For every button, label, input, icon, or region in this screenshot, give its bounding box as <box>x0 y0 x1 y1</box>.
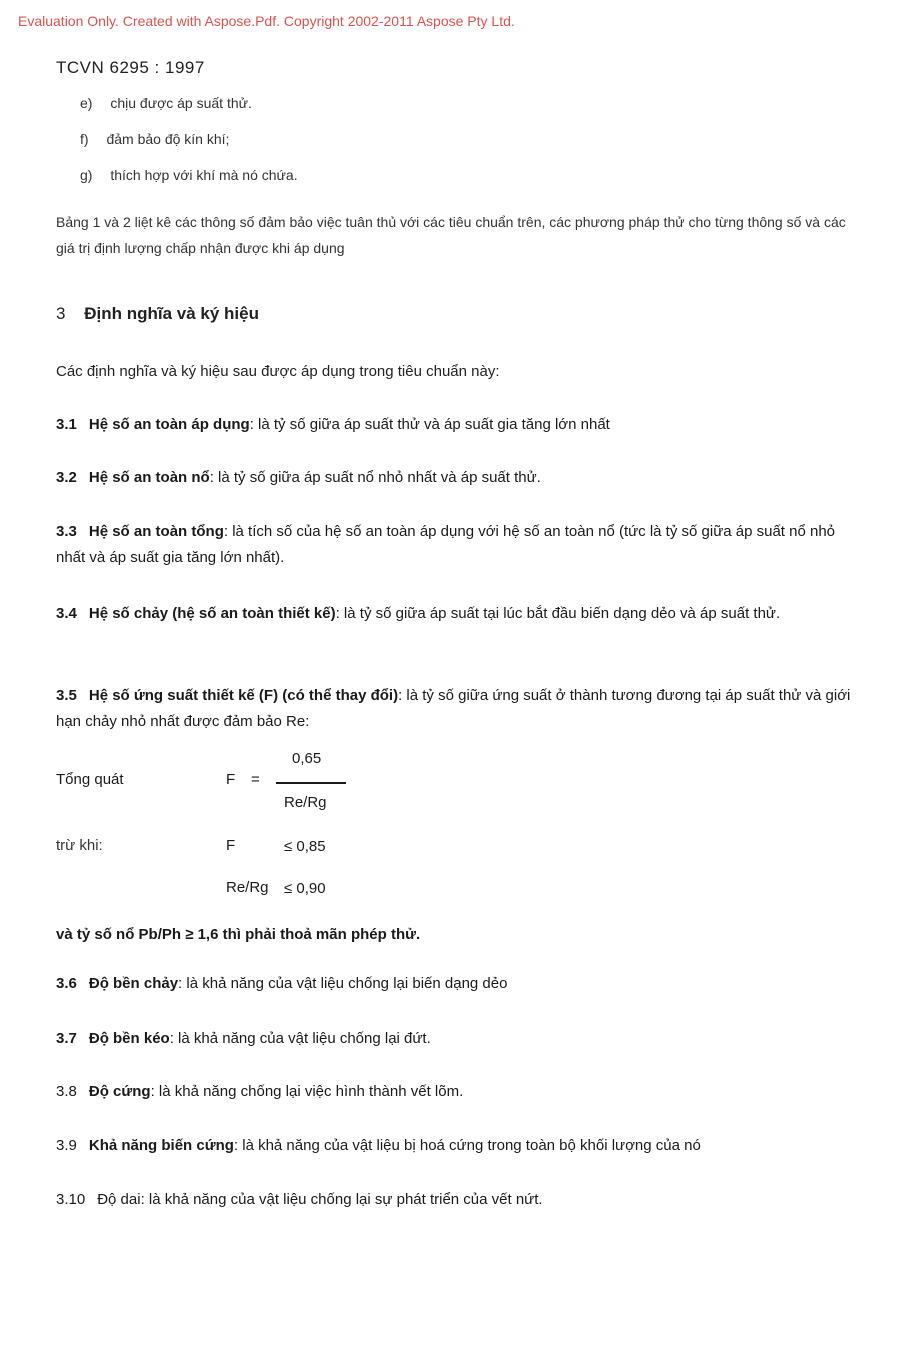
formula-denominator: Re/Rg <box>284 794 327 811</box>
list-text: chịu được áp suất thử. <box>110 95 252 111</box>
list-item <box>80 95 252 111</box>
formula-except-label: trừ khi: <box>56 837 103 854</box>
definition-term: Độ bền chảy <box>88 975 179 992</box>
formula-general-label: Tổng quát <box>56 771 124 788</box>
definition-number: 3.5 <box>56 687 77 704</box>
definition-item <box>56 601 864 627</box>
condition-variable: F <box>226 837 236 854</box>
condition-value: ≤ 0,85 <box>284 838 326 855</box>
definition-term: Độ bền kéo <box>88 1030 170 1047</box>
definition-text: : là khả năng của vật liệu chống lại đứt. <box>169 1030 431 1047</box>
definition-number: 3.8 <box>56 1083 77 1100</box>
condition-value: ≤ 0,90 <box>284 880 326 897</box>
intro-paragraph: Bảng 1 và 2 liệt kê các thông số đảm bảo việc tuân thủ với các tiêu chuẩn trên, các phương pháp thử cho từng thông số và các giá trị định lượng chấp nhận được khi áp dụng <box>56 214 846 256</box>
definition-number: 3.4 <box>56 605 77 622</box>
section-title: Định nghĩa và ký hiệu <box>84 304 259 323</box>
formula-equals: = <box>251 771 260 788</box>
list-marker: f) <box>80 131 89 147</box>
fraction-bar <box>276 782 346 784</box>
definition-item <box>56 683 864 735</box>
definition-item <box>56 412 864 438</box>
watermark-text: Evaluation Only. Created with Aspose.Pdf. Copyright 2002-2011 Aspose Pty Ltd. <box>18 13 515 29</box>
definition-text: : là khả năng của vật liệu bị hoá cứng trong toàn bộ khối lượng của nó <box>233 1137 701 1154</box>
section-heading <box>56 304 259 324</box>
condition-variable: Re/Rg <box>226 879 269 896</box>
definition-text: : là tỷ số giữa ứng suất ở thành tương đương tại áp suất thử và giới hạn chảy nhỏ nhất được đảm bảo Re: <box>56 687 851 730</box>
definition-term: Hệ số chảy (hệ số an toàn thiết kế) <box>88 605 336 622</box>
list-item <box>80 167 298 183</box>
definition-item <box>56 519 864 571</box>
definition-term: Hệ số an toàn tổng <box>88 523 224 540</box>
definition-number: 3.9 <box>56 1137 77 1154</box>
section-number: 3 <box>56 304 66 323</box>
definition-number: 3.3 <box>56 523 77 540</box>
definition-text: : là tỷ số giữa áp suất thử và áp suất gia tăng lớn nhất <box>249 416 610 433</box>
section-intro: Các định nghĩa và ký hiệu sau được áp dụng trong tiêu chuẩn này: <box>56 363 500 380</box>
definition-item <box>56 971 864 997</box>
definition-text: : là khả năng chống lại việc hình thành vết lõm. <box>150 1083 464 1100</box>
definition-number: 3.7 <box>56 1030 77 1047</box>
definition-text: : là khả năng của vật liệu chống lại sự phát triển của vết nứt. <box>140 1191 543 1208</box>
definition-item <box>56 1187 864 1213</box>
definition-item <box>56 1026 864 1052</box>
definition-text: : là tích số của hệ số an toàn áp dụng với hệ số an toàn nổ (tức là tỷ số giữa áp suất nổ nhỏ nhất và áp suất gia tăng lớn nhất). <box>56 523 836 566</box>
list-text: thích hợp với khí mà nó chứa. <box>110 167 298 183</box>
formula-note: và tỷ số nổ Pb/Ph ≥ 1,6 thì phải thoả mãn phép thử. <box>56 926 421 943</box>
definition-text: : là khả năng của vật liệu chống lại biến dạng dẻo <box>178 975 508 992</box>
definition-number: 3.2 <box>56 469 77 486</box>
list-marker: g) <box>80 167 93 183</box>
definition-text: : là tỷ số giữa áp suất tại lúc bắt đầu biến dạng dẻo và áp suất thử. <box>335 605 781 622</box>
definition-term: Khả năng biến cứng <box>88 1137 234 1154</box>
list-item <box>80 131 229 147</box>
definition-item <box>56 1079 864 1105</box>
definition-item <box>56 465 864 491</box>
definition-term: Hệ số an toàn nổ <box>88 469 210 486</box>
formula-numerator: 0,65 <box>292 750 322 767</box>
definition-item <box>56 1133 864 1159</box>
definition-number: 3.10 <box>56 1191 86 1208</box>
document-header: TCVN 6295 : 1997 <box>56 58 205 77</box>
definition-term: Độ dai <box>97 1191 141 1208</box>
definition-term: Hệ số ứng suất thiết kế (F) (có thể thay đổi) <box>88 687 399 704</box>
list-marker: e) <box>80 95 93 111</box>
definition-term: Hệ số an toàn áp dụng <box>88 416 250 433</box>
definition-text: : là tỷ số giữa áp suất nổ nhỏ nhất và áp suất thử. <box>209 469 541 486</box>
formula-variable: F <box>226 771 236 788</box>
definition-number: 3.6 <box>56 975 77 992</box>
definition-term: Độ cứng <box>88 1083 151 1100</box>
definition-number: 3.1 <box>56 416 77 433</box>
list-text: đảm bảo độ kín khí; <box>106 131 230 147</box>
